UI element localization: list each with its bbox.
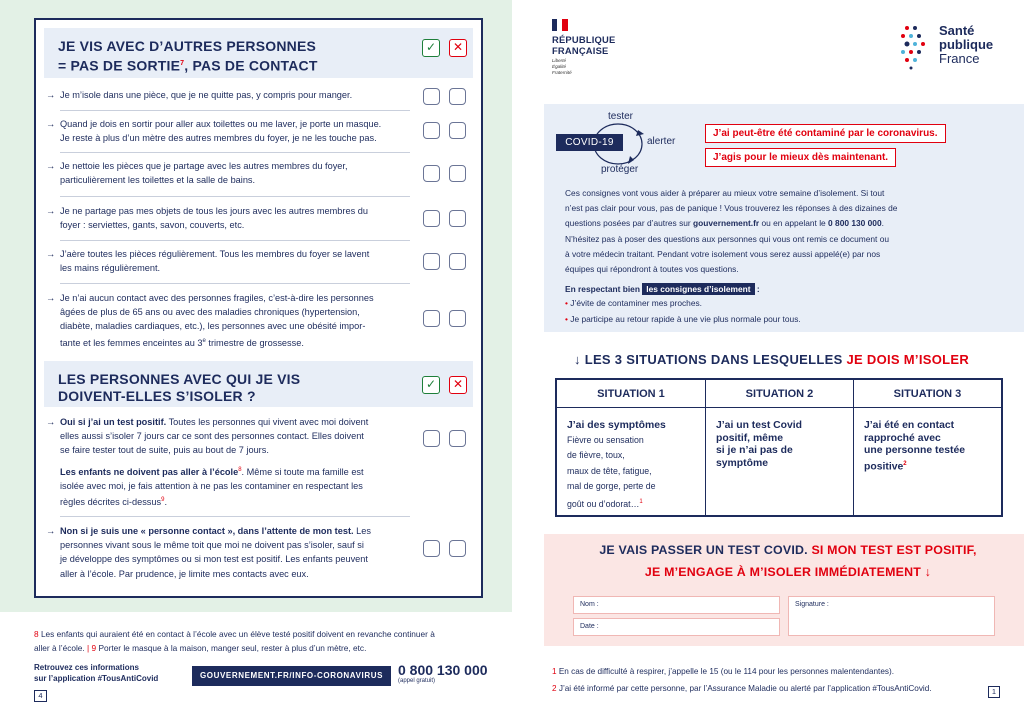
section1-header (44, 28, 473, 78)
checkbox-no[interactable] (449, 310, 466, 327)
checkbox-no[interactable] (449, 165, 466, 182)
list-item: → Je n’ai aucun contact avec des personnes fragiles, c’est-à-dire les personnes âgées de plus de 65 ans ou avec des maladies chroniques (hypertension, diabète, maladies cardiaques, etc.), les personnes avec une obésité impor- tante et les femmes enceintes au 3e trimestre de grossesse. (46, 293, 374, 348)
retrouvez-text: Retrouvez ces informations sur l’application #TousAntiCovid (34, 663, 159, 683)
checkbox-yes[interactable] (423, 540, 440, 557)
checklist-card (34, 18, 483, 598)
signature-field[interactable]: Signature : (788, 596, 995, 636)
checkbox-yes[interactable] (423, 430, 440, 447)
bullet-item: • Je participe au retour rapide à une vie plus normale pour tous. (565, 314, 801, 324)
situation-3: SITUATION 3 J’ai été en contact rapproché avec une personne testée positive$^2$ (853, 380, 1001, 515)
list-item: → Non si je suis une « personne contact », dans l’attente de mon test. Les personnes vivant sous le même toit que moi ne doivent pas s’isoler, sauf si je développe des symptômes ou si mon test est positif. Les enfants peuvent aller à l’école. Par prudence, je limite mes contacts avec eux. (46, 526, 371, 579)
check-icon: ✓ (422, 376, 440, 394)
cycle-proteger: protéger (601, 164, 639, 175)
divider (60, 152, 410, 153)
list-item: → J’aère toutes les pièces régulièrement. Tous les membres du foyer se lavent les mains régulièrement. (46, 249, 370, 274)
nom-field[interactable]: Nom : (573, 596, 780, 614)
bullet-item: • J’évite de contaminer mes proches. (565, 298, 703, 308)
date-field[interactable]: Date : (573, 618, 780, 636)
list-item: → Je ne partage pas mes objets de tous les jours avec les autres membres du foyer : serviettes, gants, savon, couverts, etc. (46, 206, 368, 231)
checkbox-yes[interactable] (423, 165, 440, 182)
banner-contamine: J’ai peut-être été contaminé par le coronavirus. (705, 124, 946, 143)
list-item: → Oui si j’ai un test positif. Toutes les personnes qui vivent avec moi doivent elles aussi s’isoler 7 jours car ce sont des personnes contact. Elles doivent se faire tester tout de suite, puis au bout de 7 jours. Les enfants ne doivent pas aller à l’école$^8$. Même si toute ma famille est isolée avec moi, je fais attention à ne pas les contaminer en respectant les règles décrites ci-dessus$^9$. (46, 417, 369, 508)
check-icon: ✓ (422, 39, 440, 57)
spf-dots-icon (897, 22, 937, 72)
checkbox-no[interactable] (449, 88, 466, 105)
phone-note: (appel gratuit) (398, 678, 436, 684)
checkbox-yes[interactable] (423, 310, 440, 327)
phone-number: 0 800 130 000 (398, 662, 488, 678)
situations-title: ↓ LES 3 SITUATIONS DANS LESQUELLES JE DOIS M’ISOLER (574, 352, 970, 367)
checkbox-no[interactable] (449, 253, 466, 270)
page-number: 4 (34, 690, 47, 702)
divider (60, 516, 410, 517)
divider (60, 240, 410, 241)
cross-icon: ✕ (449, 39, 467, 57)
test-title-line1: JE VAIS PASSER UN TEST COVID. SI MON TEST EST POSITIF, (599, 543, 977, 557)
republique-francaise-logo: RÉPUBLIQUE FRANÇAISE (552, 34, 616, 56)
checkbox-no[interactable] (449, 210, 466, 227)
republic-motto: Liberté Égalité Fraternité (552, 58, 572, 75)
situation-2: SITUATION 2 J’ai un test Covid positif, même si je n’ai pas de symptôme (705, 380, 853, 515)
footnotes: 8 Les enfants qui auraient été en contact à l’école avec un élève testé positif doivent en revanche continuer à aller à l’école. | 9 Porter le masque à la maison, manger seul, rester à plus d’un mètre, etc. (34, 629, 435, 653)
gouvernement-link-button[interactable]: GOUVERNEMENT.FR/INFO-CORONAVIRUS (192, 666, 391, 686)
banner-agis: J’agis pour le mieux dès maintenant. (705, 148, 896, 167)
test-title-line2: JE M’ENGAGE À M’ISOLER IMMÉDIATEMENT ↓ (644, 565, 932, 579)
checkbox-yes[interactable] (423, 253, 440, 270)
cross-icon: ✕ (449, 376, 467, 394)
covid19-label: COVID-19 (556, 134, 623, 151)
divider (60, 196, 410, 197)
divider (60, 110, 410, 111)
checkbox-no[interactable] (449, 122, 466, 139)
cycle-tester: tester (608, 111, 634, 122)
section2-header (44, 361, 473, 407)
marianne-icon (552, 18, 568, 30)
page-number: 1 (988, 686, 1000, 698)
right-footnotes: 1 En cas de difficulté à respirer, j’appelle le 15 (ou le 114 pour les personnes malentendantes). 2 J’ai été informé par cette personne, par l’Assurance Maladie ou alerté par l’application #TousAntiCovid. (552, 667, 932, 693)
checkbox-no[interactable] (449, 540, 466, 557)
situation-1: SITUATION 1 J’ai des symptômes Fièvre ou sensation de fièvre, toux, maux de tête, fatigue, mal de gorge, perte de goût ou d’odorat…$^1$ (557, 380, 705, 515)
section1-title: JE VIS AVEC D’AUTRES PERSONNES = PAS DE SORTIE$^7$, PAS DE CONTACT (58, 38, 318, 74)
respect-text: En respectant bien les consignes d’isolement : (565, 284, 760, 294)
situations-table (555, 378, 1003, 517)
checkbox-yes[interactable] (423, 88, 440, 105)
checkbox-yes[interactable] (423, 210, 440, 227)
section2-title: LES PERSONNES AVEC QUI JE VIS DOIVENT-ELLES S’ISOLER ? (58, 371, 301, 404)
divider (60, 283, 410, 284)
list-item: → Je m’isole dans une pièce, que je ne quitte pas, y compris pour manger. (46, 90, 353, 100)
cycle-alerter: alerter (647, 136, 676, 147)
checkbox-no[interactable] (449, 430, 466, 447)
checkbox-yes[interactable] (423, 122, 440, 139)
list-item: → Quand je dois en sortir pour aller aux toilettes ou me laver, je porte un masque. Je reste à plus d’un mètre des autres membres du foyer, je ne les touche pas. (46, 119, 382, 144)
list-item: → Je nettoie les pièces que je partage avec les autres membres du foyer, particulièrement les toilettes et la salle de bains. (46, 161, 348, 186)
intro-text: Ces consignes vont vous aider à préparer au mieux votre semaine d’isolement. Si tout n’est pas clair pour vous, pas de panique ! Vous trouverez les réponses à des dizaines de questions posées par d’autres sur gouvernement.fr ou en appelant le 0 800 130 000. N’hésitez pas à poser des questions aux personnes qui vous ont remis ce document ou à votre médecin traitant. Pendant votre isolement vous serez aussi appelé(e) par nos équipes qui répondront à toutes vos questions. (565, 188, 898, 275)
